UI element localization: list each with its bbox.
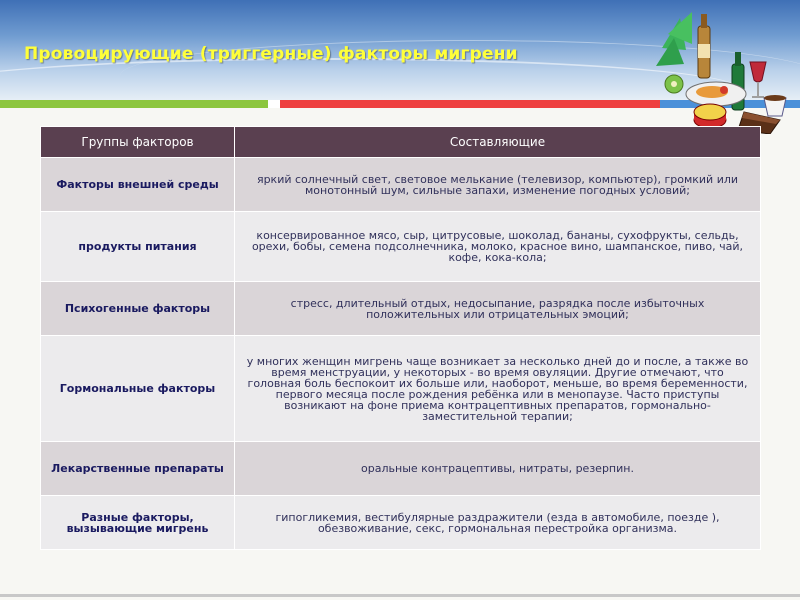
factor-group-cell: продукты питания bbox=[41, 212, 235, 282]
table-row bbox=[41, 282, 761, 336]
factor-items-cell: у многих женщин мигрень чаще возникает за несколько дней до и после, а также во время менструации, у некоторых - во время овуляции. Другие отмечают, что головная боль беспокоит их больше или, наоборот, меньше, во время беременности, первого месяца после рождения ребёнка или в менопаузе. Часто приступы возникают на фоне приема контрацептивных препаратов, гормонально-заместительной терапии; bbox=[235, 336, 761, 442]
factor-items-cell: оральные контрацептивы, нитраты, резерпин. bbox=[235, 442, 761, 496]
factor-items-cell: стресс, длительный отдых, недосыпание, разрядка после избыточных положительных или отрицательных эмоций; bbox=[235, 282, 761, 336]
factor-items-cell: консервированное мясо, сыр, цитрусовые, шоколад, бананы, сухофрукты, сельдь, орехи, бобы, семена подсолнечника, молоко, красное вино, шампанское, пиво, чай, кофе, кока-кола; bbox=[235, 212, 761, 282]
factor-group-cell: Факторы внешней среды bbox=[41, 158, 235, 212]
table-row bbox=[41, 336, 761, 442]
slide-title: Провоцирующие (триггерные) факторы мигрени bbox=[24, 44, 518, 64]
factor-items-cell: гипогликемия, вестибулярные раздражители (езда в автомобиле, поезде ), обезвоживание, секс, гормональная перестройка организма. bbox=[235, 496, 761, 550]
color-stripe-red bbox=[280, 100, 660, 108]
header-components: Составляющие bbox=[235, 127, 761, 158]
trigger-factors-table bbox=[40, 126, 761, 550]
header-groups: Группы факторов bbox=[41, 127, 235, 158]
factor-items-cell: яркий солнечный свет, световое мелькание (телевизор, компьютер), громкий или монотонный шум, сильные запахи, изменение погодных условий; bbox=[235, 158, 761, 212]
table-row bbox=[41, 158, 761, 212]
color-stripe-gap bbox=[268, 100, 280, 108]
factor-group-cell: Лекарственные препараты bbox=[41, 442, 235, 496]
bottom-divider bbox=[0, 594, 800, 597]
color-stripe-green bbox=[0, 100, 268, 108]
table-header-row bbox=[41, 127, 761, 158]
factor-group-cell: Разные факторы, вызывающие мигрень bbox=[41, 496, 235, 550]
table-row bbox=[41, 442, 761, 496]
table-row bbox=[41, 496, 761, 550]
factor-group-cell: Гормональные факторы bbox=[41, 336, 235, 442]
table-row bbox=[41, 212, 761, 282]
factor-group-cell: Психогенные факторы bbox=[41, 282, 235, 336]
food-wine-clipart-icon bbox=[652, 8, 798, 134]
